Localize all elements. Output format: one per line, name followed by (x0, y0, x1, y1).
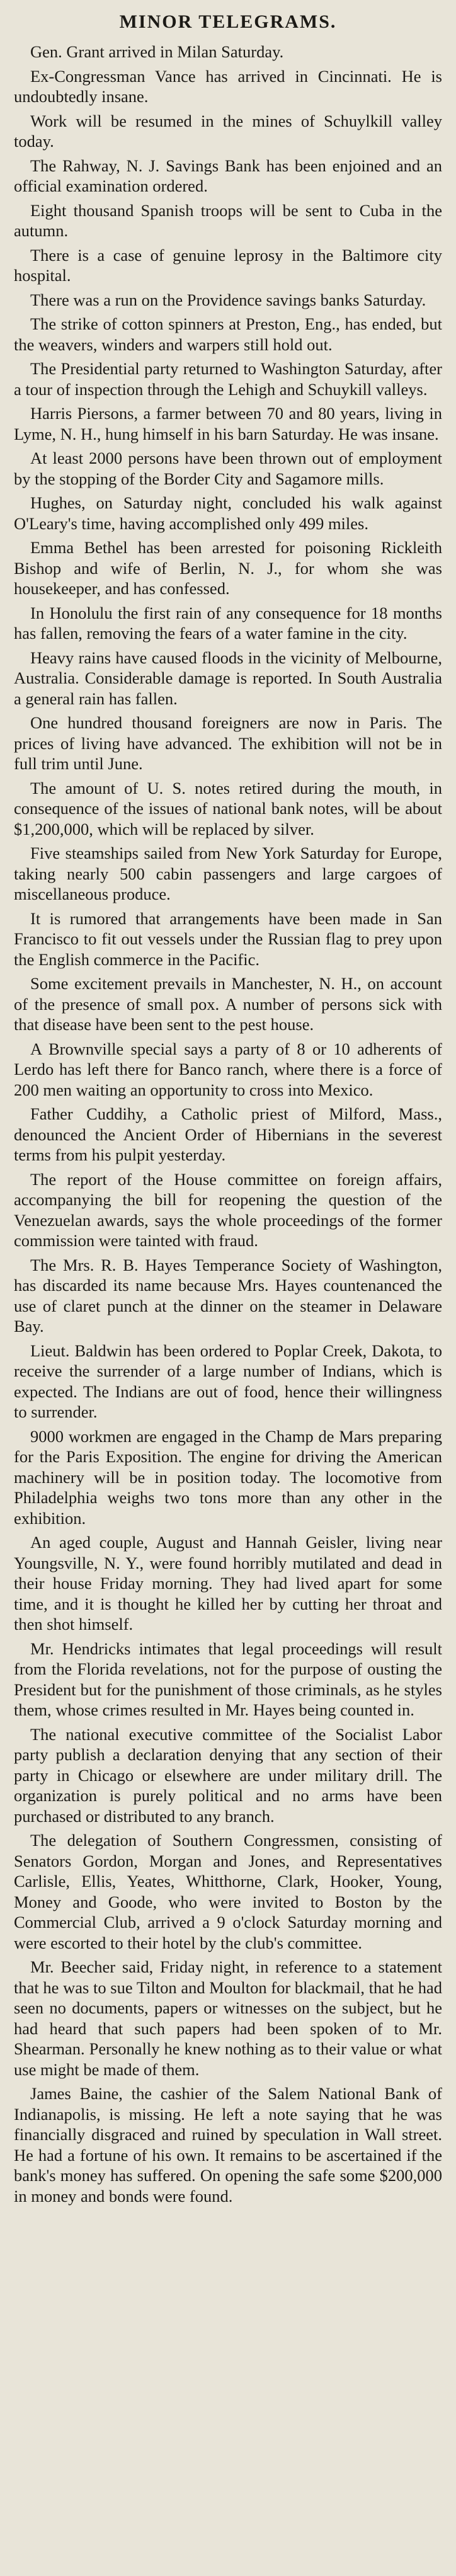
telegram-item: Mr. Hendricks intimates that legal proceedings will result from the Florida revelations, not for the purpose of ousting the President but for the punishment of those criminals, as he styles them, whose crimes resulted in Mr. Hayes being counted in. (14, 1639, 442, 1719)
telegram-item: Mr. Beecher said, Friday night, in reference to a statement that he was to sue Tilton and Moulton for blackmail, that he had seen no documents, papers or witnesses on the subject, but he had heard that such papers had been spoken of to Mr. Shearman. Personally he knew nothing as to their value or what use might be made of them. (14, 1957, 442, 2079)
telegram-item: The Rahway, N. J. Savings Bank has been enjoined and an official examination ordered. (14, 156, 442, 195)
telegram-item: Eight thousand Spanish troops will be sent to Cuba in the autumn. (14, 200, 442, 240)
telegram-item: There is a case of genuine leprosy in the Baltimore city hospital. (14, 245, 442, 285)
telegram-item: Emma Bethel has been arrested for poisoning Rickleith Bishop and wife of Berlin, N. J., for whom she was housekeeper, and has confessed. (14, 538, 442, 598)
telegram-list (14, 42, 442, 2206)
telegram-item: The amount of U. S. notes retired during the mouth, in consequence of the issues of national bank notes, will be about $1,200,000, which will be replaced by silver. (14, 778, 442, 839)
telegram-item: The Mrs. R. B. Hayes Temperance Society of Washington, has discarded its name because Mrs. Hayes countenanced the use of claret punch at the dinner on the steamer in Delaware Bay. (14, 1255, 442, 1336)
telegram-item: The strike of cotton spinners at Preston, Eng., has ended, but the weavers, winders and warpers still hold out. (14, 314, 442, 354)
telegram-item: The report of the House committee on foreign affairs, accompanying the bill for reopening the question of the Venezuelan awards, says the whole proceedings of the former commission were tainted with fraud. (14, 1169, 442, 1250)
telegram-item: A Brownville special says a party of 8 or 10 adherents of Lerdo has left there for Banco ranch, where there is a force of 200 men waiting an opportunity to cross into Mexico. (14, 1039, 442, 1099)
telegram-item: An aged couple, August and Hannah Geisler, living near Youngsville, N. Y., were found horribly mutilated and dead in their house Friday morning. They had lived apart for some time, and it is thought he killed her by cutting her throat and then shot himself. (14, 1533, 442, 1634)
telegram-item: Five steamships sailed from New York Saturday for Europe, taking nearly 500 cabin passengers and large cargoes of miscellaneous produce. (14, 844, 442, 903)
telegram-item: It is rumored that arrangements have been made in San Francisco to fit out vessels under the Russian flag to prey upon the English commerce in the Pacific. (14, 908, 442, 969)
telegram-item: Harris Piersons, a farmer between 70 and 80 years, living in Lyme, N. H., hung himself in his barn Saturday. He was insane. (14, 404, 442, 444)
telegram-item: Heavy rains have caused floods in the vicinity of Melbourne, Australia. Considerable damage is reported. In South Australia a general rain has fallen. (14, 648, 442, 708)
telegram-item: Hughes, on Saturday night, concluded his walk against O'Leary's time, having accomplished only 499 miles. (14, 493, 442, 533)
telegram-item: Ex-Congressman Vance has arrived in Cincinnati. He is undoubtedly insane. (14, 66, 442, 106)
telegram-item: Father Cuddihy, a Catholic priest of Milford, Mass., denounced the Ancient Order of Hibernians in the severest terms from his pulpit yesterday. (14, 1104, 442, 1164)
telegram-item: Work will be resumed in the mines of Schuylkill valley today. (14, 111, 442, 151)
telegram-item: Some excitement prevails in Manchester, N. H., on account of the presence of small pox. A number of persons sick with that disease have been sent to the pest house. (14, 974, 442, 1034)
telegram-item: The delegation of Southern Congressmen, consisting of Senators Gordon, Morgan and Jones, and Representatives Carlisle, Ellis, Yeates, Whitthorne, Clark, Hooker, Young, Money and Goode, who were invited to Boston by the Commercial Club, arrived a 9 o'clock Saturday morning and were escorted to their hotel by the club's committee. (14, 1831, 442, 1952)
telegram-item: There was a run on the Providence savings banks Saturday. (30, 290, 426, 309)
column-headline: MINOR TELEGRAMS. (119, 11, 337, 32)
telegram-item: 9000 workmen are engaged in the Champ de Mars preparing for the Paris Exposition. The engine for driving the American machinery will be in position today. The locomotive from Philadelphia weighs two tons more than any other in the exhibition. (14, 1426, 442, 1528)
telegram-item: The national executive committee of the Socialist Labor party publish a declaration denying that any section of their party in Chicago or elsewhere are under military drill. The organization is purely political and no arms have been purchased or distributed to any branch. (14, 1724, 442, 1826)
telegram-item: James Baine, the cashier of the Salem National Bank of Indianapolis, is missing. He left a note saying that he was financially disgraced and ruined by speculation in Wall street. He had a fortune of his own. It remains to be ascertained if the bank's money has suffered. On opening the safe some $200,000 in money and bonds were found. (14, 2084, 442, 2206)
telegram-item: At least 2000 persons have been thrown out of employment by the stopping of the Border City and Sagamore mills. (14, 449, 442, 488)
telegram-item: The Presidential party returned to Washington Saturday, after a tour of inspection through the Lehigh and Schuykill valleys. (14, 359, 442, 399)
telegram-item: Lieut. Baldwin has been ordered to Poplar Creek, Dakota, to receive the surrender of a large number of Indians, which is expected. The Indians are out of food, hence their willingness to surrender. (14, 1341, 442, 1421)
telegram-item: Gen. Grant arrived in Milan Saturday. (30, 42, 284, 61)
telegram-item: In Honolulu the first rain of any consequence for 18 months has fallen, removing the fears of a water famine in the city. (14, 603, 442, 643)
telegram-item: One hundred thousand foreigners are now in Paris. The prices of living have advanced. The exhibition will not be in full trim until June. (14, 713, 442, 773)
